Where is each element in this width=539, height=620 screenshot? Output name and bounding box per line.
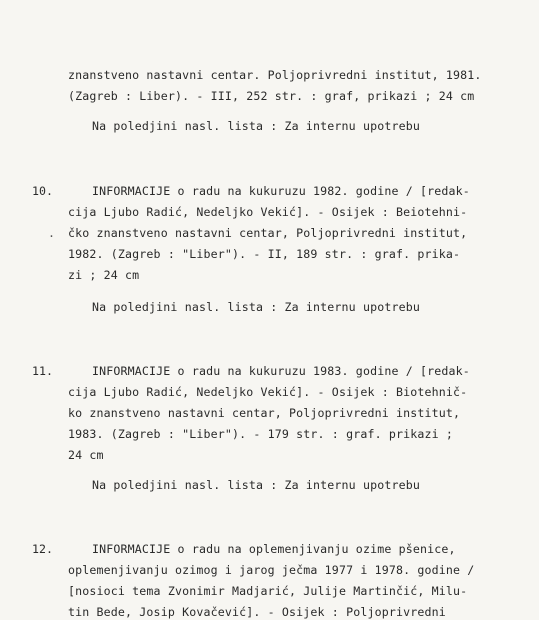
- entry-number-11: 11.: [32, 364, 53, 378]
- entry-10-line-2: cija Ljubo Radić, Nedeljko Vekić]. - Osijek : Beiotehni-: [68, 205, 468, 219]
- margin-mark: .: [48, 226, 55, 240]
- entry-10-note: Na poledjini nasl. lista : Za internu upotrebu: [92, 300, 420, 314]
- entry-10-line-5: zi ; 24 cm: [68, 268, 140, 282]
- entry-12-line-2: oplemenjivanju ozimog i jarog ječma 1977 i 1978. godine /: [68, 563, 475, 577]
- entry-11-line-4: 1983. (Zagreb : "Liber"). - 179 str. : graf. prikazi ;: [68, 427, 454, 441]
- intro-note: Na poledjini nasl. lista : Za internu upotrebu: [92, 119, 420, 133]
- entry-number-10: 10.: [32, 184, 53, 198]
- entry-12-line-4: tin Bede, Josip Kovačević]. - Osijek : Poljoprivredni: [68, 605, 446, 619]
- entry-number-12: 12.: [32, 542, 53, 556]
- intro-line-2: (Zagreb : Liber). - III, 252 str. : graf, prikazi ; 24 cm: [68, 89, 475, 103]
- entry-11-line-5: 24 cm: [68, 448, 104, 462]
- entry-12-line-3: [nosioci tema Zvonimir Madjarić, Julije Martinčić, Milu-: [68, 584, 468, 598]
- entry-11-line-3: ko znanstveno nastavni centar, Poljoprivredni institut,: [68, 406, 461, 420]
- entry-10-line-3: čko znanstveno nastavni centar, Poljoprivredni institut,: [68, 226, 468, 240]
- entry-12-line-1: INFORMACIJE o radu na oplemenjivanju ozime pšenice,: [92, 542, 456, 556]
- entry-11-note: Na poledjini nasl. lista : Za internu upotrebu: [92, 478, 420, 492]
- entry-11-line-2: cija Ljubo Radić, Nedeljko Vekić]. - Osijek : Biotehnič-: [68, 385, 468, 399]
- intro-line-1: znanstveno nastavni centar. Poljoprivredni institut, 1981.: [68, 68, 482, 82]
- entry-10-line-1: INFORMACIJE o radu na kukuruzu 1982. godine / [redak-: [92, 184, 470, 198]
- entry-10-line-4: 1982. (Zagreb : "Liber"). - II, 189 str. : graf. prika-: [68, 247, 461, 261]
- entry-11-line-1: INFORMACIJE o radu na kukuruzu 1983. godine / [redak-: [92, 364, 470, 378]
